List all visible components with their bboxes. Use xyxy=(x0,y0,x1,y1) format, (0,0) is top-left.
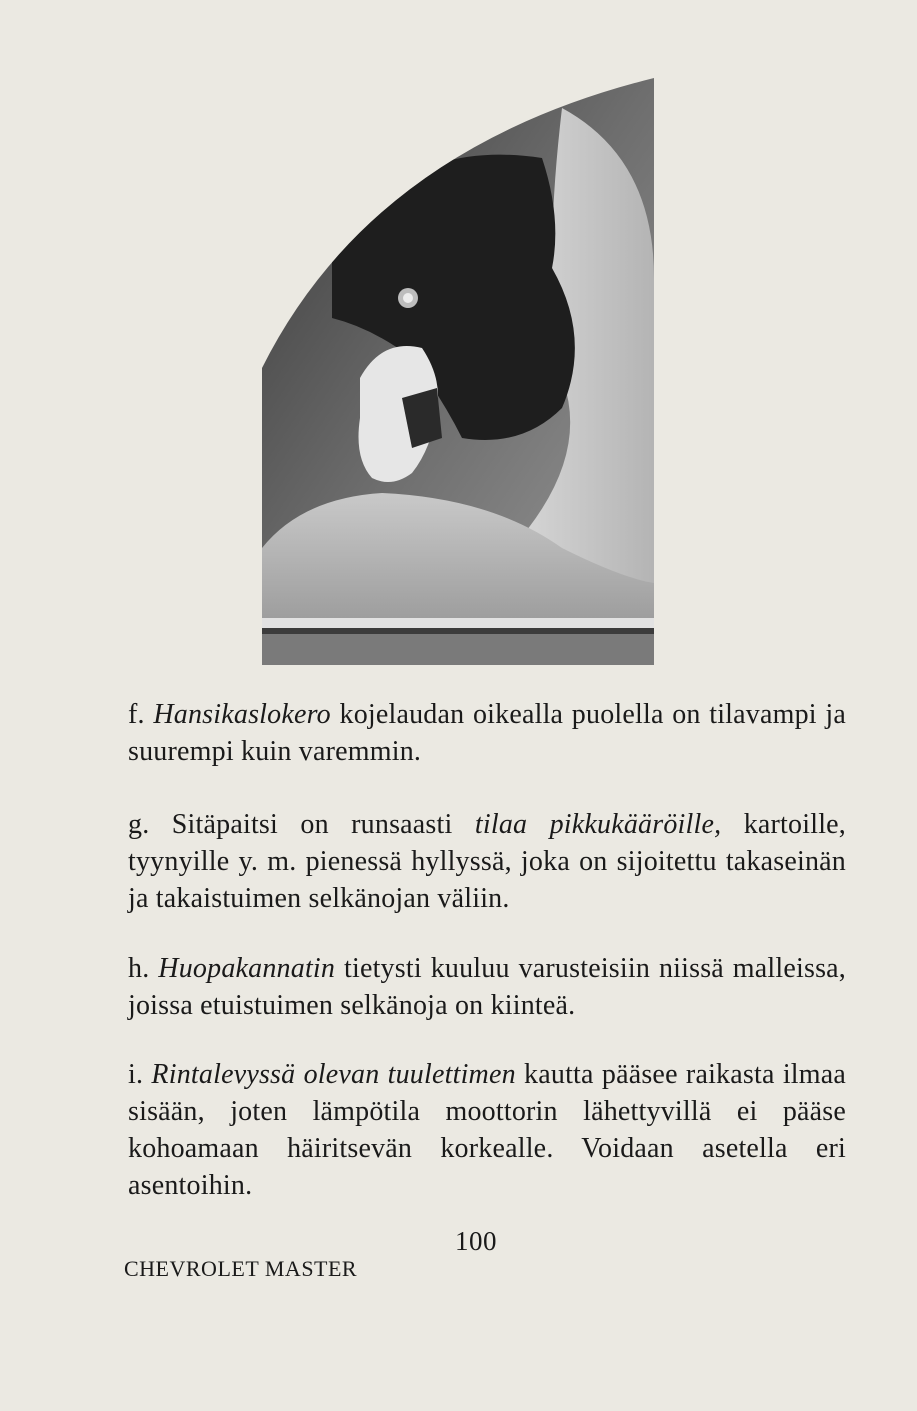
glove-compartment-photo-icon xyxy=(262,78,654,665)
footer-title: CHEVROLET MASTER xyxy=(124,1256,358,1281)
paragraph-g xyxy=(128,806,846,917)
paragraph-h-marker: h. xyxy=(128,953,150,984)
paragraph-f-marker: f. xyxy=(128,699,145,730)
page-number: 100 xyxy=(455,1226,497,1256)
paragraph-i-marker: i. xyxy=(128,1059,144,1090)
paragraph-g-marker: g. xyxy=(128,809,150,840)
paragraph-g-text: kartoille, tyynyille y. m. pienessä hyllyssä, joka on sijoitettu takaseinän ja takaistuimen selkänojan väliin. xyxy=(128,809,847,914)
paragraph-f-italic: Hansikaslokero xyxy=(153,699,331,730)
paragraph-f xyxy=(128,696,846,770)
paragraph-h-text: tietysti kuuluu varusteisiin niissä malleissa, joissa etuistuimen selkänoja on kiinteä. xyxy=(128,953,846,1021)
paragraph-i-text: kautta pääsee raikasta ilmaa sisään, joten lämpötila moottorin lähettyvillä ei pääse kohoamaan häiritsevän korkealle. Voidaan asetella eri asentoihin. xyxy=(128,1059,847,1201)
paragraph-g-text-before: Sitäpaitsi on runsaasti xyxy=(149,809,475,840)
paragraph-f-text: kojelaudan oikealla puolella on tilavampi ja suurempi kuin varemmin. xyxy=(128,699,846,767)
paragraph-h-italic: Huopakannatin xyxy=(158,953,336,984)
paragraph-h xyxy=(128,950,846,1024)
glove-compartment-photo xyxy=(262,78,654,665)
paragraph-g-italic: tilaa pikkukääröille, xyxy=(474,809,722,840)
paragraph-i xyxy=(128,1056,846,1204)
paragraph-i-italic: Rintalevyssä olevan tuulettimen xyxy=(151,1059,516,1090)
